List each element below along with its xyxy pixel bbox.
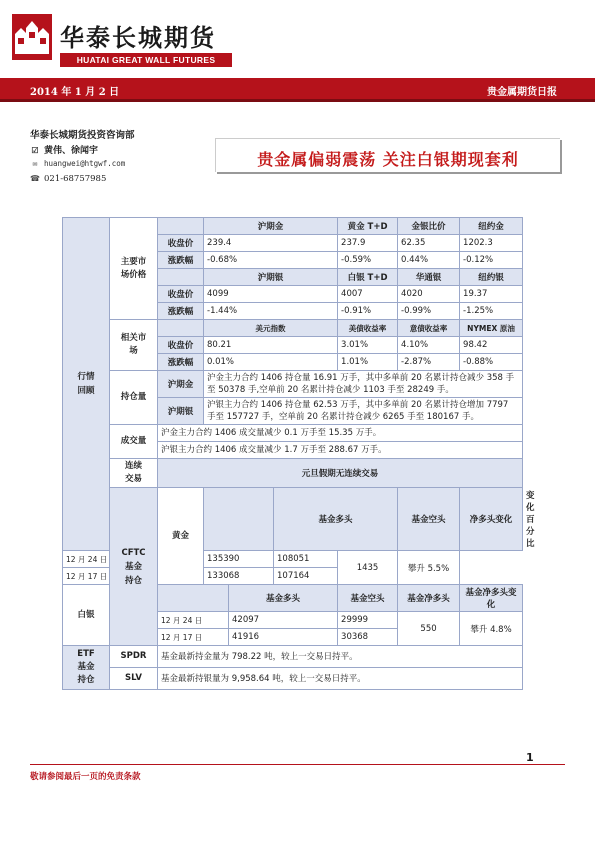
table-row: 12 月 24 日 42097 29999 550 攀升 4.8% (63, 612, 523, 629)
sub-volume: 成交量 (110, 425, 158, 459)
report-date: 2014 年 1 月 2 日 (30, 87, 120, 98)
company-logo-icon (12, 14, 52, 60)
vol-silver-text: 沪银主力合约 1406 成交量减少 1.7 万手至 288.67 万手。 (158, 442, 523, 459)
table-row: 涨跌幅 0.01% 1.01% -2.87% -0.88% (63, 354, 523, 371)
department: 华泰长城期货投资咨询部 (30, 130, 135, 141)
report-type: 贵金属期货日报 (487, 87, 557, 98)
etf-spdr-label: SPDR (110, 646, 158, 668)
footer-divider (30, 764, 565, 765)
cftc-silver-label: 白银 (63, 585, 110, 646)
pos-silver-text: 沪银主力合约 1406 持仓量 62.53 万手，其中多单前 20 名累计持仓增加 7797 手至 157727 手，空单前 20 名累计持仓减少 6265 手至 180167 手。 (204, 398, 523, 425)
table-row: 收盘价 239.4 237.9 62.35 1202.3 (63, 235, 523, 252)
table-row (63, 459, 523, 488)
etf-slv-text: 基金最新持银量为 9,958.64 吨，较上一交易日持平。 (158, 668, 523, 690)
related-head: NYMEX 原油 (460, 320, 523, 337)
table-row (63, 218, 523, 235)
headline-box (215, 138, 560, 172)
phone-icon: ☎ (30, 174, 40, 183)
sub-related-markets: 相关市 场 (110, 320, 158, 371)
analyst-names: 黄伟、徐闻宇 (44, 146, 99, 156)
disclaimer: 敬请参阅最后一页的免责条款 (30, 772, 141, 782)
table-row (63, 320, 523, 337)
market-table (62, 217, 535, 690)
cftc-gold-label: 黄金 (158, 488, 204, 585)
sub-continuous: 连续 交易 (110, 459, 158, 488)
section-market-review: 行情 回顾 (63, 218, 110, 551)
etf-spdr-text: 基金最新持金量为 798.22 吨，较上一交易日持平。 (158, 646, 523, 668)
silver-head: 华通银 (398, 269, 460, 286)
etf-slv-label: SLV (110, 668, 158, 690)
analysts (30, 143, 98, 156)
table-row: CFTC 基金 持仓 黄金 基金多头 基金空头 净多头变化 变化百分比 (63, 488, 523, 551)
phone (30, 174, 106, 184)
table-row: 收盘价 4099 4007 4020 19.37 (63, 286, 523, 303)
table-row (63, 371, 523, 398)
table-row (63, 646, 523, 668)
related-head: 意债收益率 (398, 320, 460, 337)
phone-number: 021-68757985 (44, 174, 107, 184)
table-row: 收盘价 80.21 3.01% 4.10% 98.42 (63, 337, 523, 354)
section-cftc: CFTC 基金 持仓 (110, 488, 158, 646)
pos-gold-text: 沪金主力合约 1406 持仓量 16.91 万手，其中多单前 20 名累计持仓减少 358 手至 50378 手,空单前 20 名累计持仓减少 1103 手至 28249 手。 (204, 371, 523, 398)
header-bar (0, 78, 595, 102)
table-row: 12 月 17 日 41916 30368 (63, 629, 523, 646)
email-address[interactable]: huangwei@htgwf.com (44, 159, 126, 168)
email-icon: ✉ (32, 159, 38, 168)
silver-head: 白银 T+D (338, 269, 398, 286)
pos-silver-label: 沪期银 (158, 398, 204, 425)
label-change: 涨跌幅 (158, 252, 204, 269)
sub-positions: 持仓量 (110, 371, 158, 425)
page-number: 1 (526, 751, 534, 764)
continuous-text: 元旦假期无连续交易 (158, 459, 523, 488)
gold-head: 金银比价 (398, 218, 460, 235)
vol-gold-text: 沪金主力合约 1406 成交量减少 0.1 万手至 15.35 万手。 (158, 425, 523, 442)
person-icon: ☑ (31, 145, 39, 155)
related-head: 美元指数 (204, 320, 338, 337)
silver-head: 纽约银 (460, 269, 523, 286)
related-head: 美债收益率 (338, 320, 398, 337)
table-row: 白银 基金多头 基金空头 基金净多头 基金净多头变化 (63, 585, 523, 612)
section-etf: ETF 基金 持仓 (63, 646, 110, 690)
table-row: 12 月 24 日 135390 108051 1435 攀升 5.5% (63, 551, 523, 568)
label-close: 收盘价 (158, 235, 204, 252)
gold-head: 纽约金 (460, 218, 523, 235)
gold-head: 沪期金 (204, 218, 338, 235)
sub-main-prices: 主要市 场价格 (110, 218, 158, 320)
email (30, 159, 125, 168)
headline: 贵金属偏弱震荡 关注白银期现套利 (257, 150, 519, 169)
table-row: 涨跌幅 -0.68% -0.59% 0.44% -0.12% (63, 252, 523, 269)
brand-name-cn: 华泰长城期货 (60, 24, 216, 52)
table-row (63, 668, 523, 690)
table-row (63, 425, 523, 442)
gold-head: 黄金 T+D (338, 218, 398, 235)
table-row: 涨跌幅 -1.44% -0.91% -0.99% -1.25% (63, 303, 523, 320)
table-row: 12 月 17 日 133068 107164 (63, 568, 523, 585)
brand-name-en: HUATAI GREAT WALL FUTURES (60, 53, 232, 67)
pos-gold-label: 沪期金 (158, 371, 204, 398)
silver-head: 沪期银 (204, 269, 338, 286)
